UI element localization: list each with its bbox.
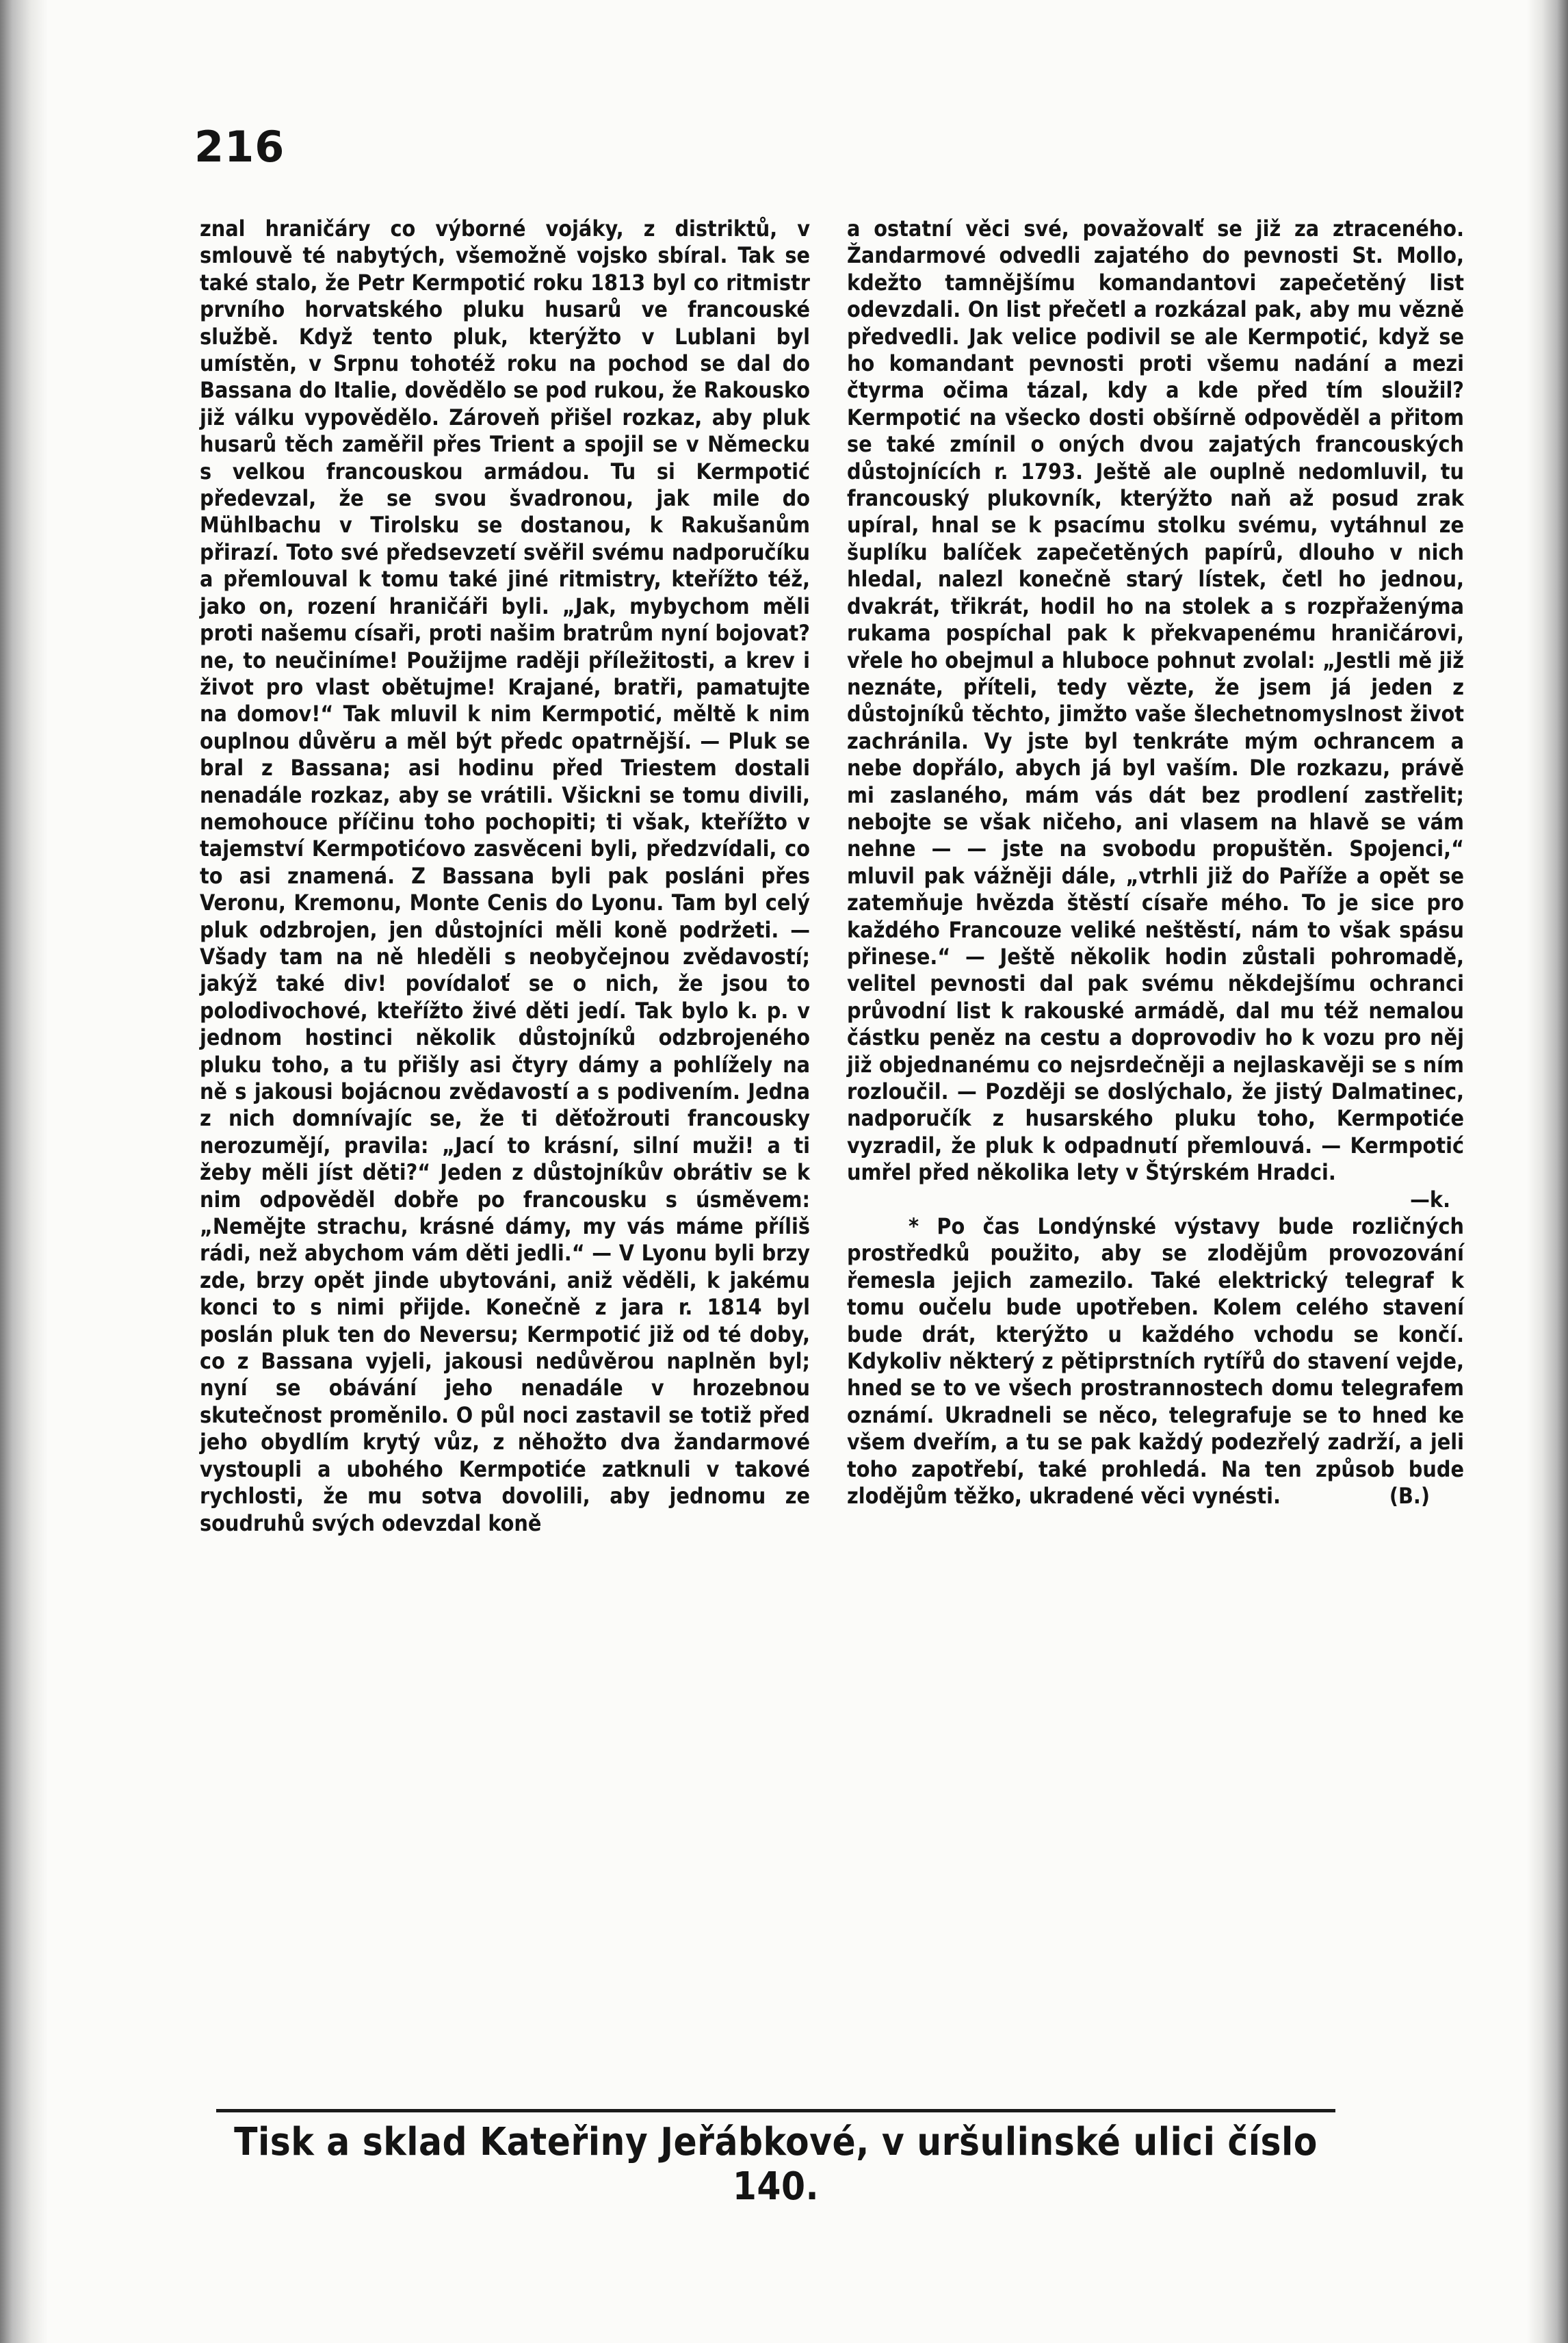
right-column	[847, 216, 1464, 1510]
left-column	[200, 216, 810, 1537]
footnote-text	[847, 1213, 1464, 1510]
right-column-text: a ostatní věci své, považovalť se již za ztraceného. Žandarmové odvedli zajatého do pevnosti St. Mollo, kdežto tamnějšímu komandantovi zapečetěný list odevzdali. On list přečetl a rozkázal pak, aby mu vězně předvedli. Jak velice podivil se ale Kermpotić, když se ho komandant pevnosti proti všemu nadání a mezi čtyrma očima tázal, kdy a kde před tím sloužil? Kermpotić na všecko dosti obšírně odpověděl a přitom se také zmínil o oných dvou zajatých francouských důstojnících r. 1793. Ještě ale ouplně nedomluvil, tu francouský plukovník, kterýžto naň až posud zrak upíral, hnal se k psacímu stolku svému, vytáhnul ze šuplíku balíček zapečetěných papírů, dlouho v nich hledal, nalezl konečně starý lístek, četl ho jednou, dvakrát, třikrát, hodil ho na stolek a s rozpřaženýma rukama pospíchal pak k překvapenému hraničárovi, vřele ho obejmul a hluboce pohnut zvolal: „Jestli mě již neznáte, příteli, tedy vězte, že jsem já jeden z důstojníků těchto, jimžto vaše šlechetnomyslnost život zachránila. Vy jste byl tenkráte mým ochrancem a nebe dopřálo, abych já byl vaším. Dle rozkazu, právě mi zaslaného, mám vás dát bez prodlení zastřelit; nebojte se však ničeho, ani vlasem na hlavě se vám nehne — — jste na svobodu propuštěn. Spojenci,“ mluvil pak vážněji dále, „vtrhli již do Paříže a opět se zatemňuje hvězda štěstí císaře mého. To je sice pro každého Francouze veliké neštěstí, nám to však spásu přinese.“ — Ještě několik hodin zůstali pohromadě, velitel pevnosti dal pak svému někdejšímu ochranci průvodní list k rakouské armádě, dal mu též nemalou částku peněz na cestu a doprovodiv ho k vozu pro něj již objednanému co nejsrdečněji a nejlaskavěji se s ním rozloučil. — Později se doslýchalo, že jistý Dalmatinec, nadporučík z husarského pluku toho, Kermpotiće vyzradil, že pluk k odpadnutí přemlouvá. — Kermpotić umřel před několika lety v Štýrském Hradci.	[847, 216, 1464, 1186]
printer-imprint: Tisk a sklad Kateřiny Jeřábkové, v uršulinské ulici číslo 140.	[234, 2120, 1318, 2209]
scan-edge-right	[1527, 0, 1568, 2343]
footnote-body: * Po čas Londýnské výstavy bude rozličných prostředků použito, aby se zlodějům provozování řemesla jejich zamezilo. Také elektrický telegraf k tomu oučelu bude upotřeben. Kolem celého stavení bude drát, kterýžto u každého vchodu se končí. Kdykoliv některý z pětiprstních rytířů do stavení vejde, hned se to ve všech prostrannostech domu telegrafem oznámí. Ukradneli se něco, telegrafuje se to hned ke všem dveřím, a tu se pak každý podezřelý zadrží, a jeli toho zapotřebí, také prohledá. Na ten způsob bude zlodějům těžko, ukradené věci vynésti.	[847, 1213, 1464, 1510]
footnote-source: (B.)	[1389, 1483, 1430, 1510]
bottom-rule	[216, 2109, 1335, 2112]
scan-edge-left	[0, 0, 48, 2343]
page-number: 216	[194, 122, 285, 172]
left-column-text: znal hraničáry co výborné vojáky, z distriktů, v smlouvě té nabytých, všemožně vojsko sbíral. Tak se také stalo, že Petr Kermpotić roku 1813 byl co ritmistr prvního horvatského pluku husarů ve francouské službě. Když tento pluk, kterýžto v Lublani byl umístěn, v Srpnu tohotéž roku na pochod se dal do Bassana do Italie, dovědělo se pod rukou, že Rakousko již válku vypovědělo. Zároveň přišel rozkaz, aby pluk husarů těch zaměřil přes Trient a spojil se v Německu s velkou francouskou armádou. Tu si Kermpotić předevzal, že se svou švadronou, jak mile do Mühlbachu v Tirolsku se dostanou, k Rakušanům přirazí. Toto své předsevzetí svěřil svému nadporučíku a přemlouval k tomu také jiné ritmistry, kteřížto též, jako on, rození hraničáři byli. „Jak, mybychom měli proti našemu císaři, proti našim bratrům nyní bojovat? ne, to neučiníme! Použijme raději příležitosti, a krev i život pro vlast obětujme! Krajané, bratři, pamatujte na domov!“ Tak mluvil k nim Kermpotić, měltě k nim ouplnou důvěru a měl být předc opatrnější. — Pluk se bral z Bassana; asi hodinu před Triestem dostali nenadále rozkaz, aby se vrátili. Všickni se tomu divili, nemohouce příčinu toho pochopiti; ti však, kteřížto v tajemství Kermpotićovo zasvěceni byli, předzvídali, co to asi znamená. Z Bassana byli pak posláni přes Veronu, Kremonu, Monte Cenis do Lyonu. Tam byl celý pluk odzbrojen, jen důstojníci měli koně podržeti. — Všady tam na ně hleděli s neobyčejnou zvědavostí; jakýž také div! povídaloť se o nich, že jsou to polodivochové, kteřížto živé děti jedí. Tak bylo k. p. v jednom hostinci několik důstojníků odzbrojeného pluku toho, a tu přišly asi čtyry dámy a pohlížely na ně s jakousi bojácnou zvědavostí a s podivením. Jedna z nich domnívajíc se, že ti děťožrouti francousky nerozumějí, pravila: „Jací to krásní, silní muži! a ti žeby měli jíst děti?“ Jeden z důstojníkův obrátiv se k nim odpověděl dobře po francousku s úsměvem: „Nemějte strachu, krásné dámy, my vás máme příliš rádi, než abychom vám děti jedli.“ — V Lyonu byli brzy zde, brzy opět jinde ubytováni, aniž věděli, k jakému konci to s nimi přijde. Konečně z jara r. 1814 byl poslán pluk ten do Neversu; Kermpotić již od té doby, co z Bassana vyjeli, jakousi nedůvěrou naplněn byl; nyní se obávání jeho nenadále v hrozebnou skutečnost proměnilo. O půl noci zastavil se totiž před jeho obydlím krytý vůz, z něhožto dva žandarmové vystoupli a ubohého Kermpotiće zatknuli v takové rychlosti, že mu sotva dovolili, aby jednomu ze soudruhů svých odevzdal koně	[200, 216, 810, 1536]
article-signature: —k.	[1410, 1186, 1450, 1213]
